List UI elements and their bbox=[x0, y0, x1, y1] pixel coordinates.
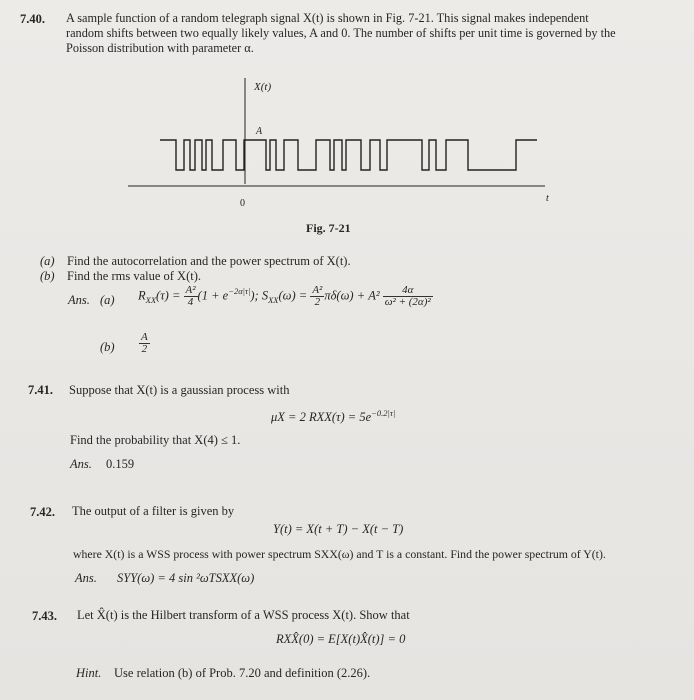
problem-7-41-text: Suppose that X(t) is a gaussian process with bbox=[69, 383, 290, 397]
part-a-label: (a) bbox=[40, 254, 55, 268]
ans-b-formula: $\frac{A}{2}$ bbox=[141, 331, 148, 355]
problem-number-7-43: 7.43. bbox=[32, 609, 57, 623]
problem-7-40-line2: random shifts between two equally likely values, A and 0. The number of shifts per unit time is governed by the bbox=[66, 26, 616, 40]
problem-7-43-text: Let X̂(t) is the Hilbert transform of a WSS process X(t). Show that bbox=[77, 608, 410, 622]
ans-7-41: 0.159 bbox=[106, 457, 135, 471]
problem-number-7-41: 7.41. bbox=[28, 383, 53, 397]
problem-number-7-40: 7.40. bbox=[20, 12, 45, 26]
figure-y-label: X(t) bbox=[254, 81, 272, 93]
part-b-label: (b) bbox=[40, 269, 55, 283]
hint-label-7-43: Hint. bbox=[76, 666, 102, 680]
ans-a-label: (a) bbox=[100, 293, 115, 307]
part-a-text: Find the autocorrelation and the power spectrum of X(t). bbox=[67, 254, 351, 268]
problem-7-43-formula: RXX̂(0) = E[X(t)X̂(t)] = 0 bbox=[276, 632, 406, 646]
ans-b-label: (b) bbox=[100, 340, 115, 354]
ans-label-7-42: Ans. bbox=[75, 571, 97, 585]
problem-7-40-line3: Poisson distribution with parameter α. bbox=[66, 41, 254, 55]
ans-label-7-40: Ans. bbox=[68, 293, 90, 307]
figure-origin-label: 0 bbox=[240, 198, 245, 209]
problem-7-42-text: The output of a filter is given by bbox=[72, 504, 235, 518]
problem-7-42-desc: where X(t) is a WSS process with power spectrum SXX(ω) and T is a constant. Find the power spectrum of Y(t). bbox=[73, 547, 606, 561]
ans-7-42: SYY(ω) = 4 sin ²ωTSXX(ω) bbox=[117, 571, 255, 585]
figure-level-label: A bbox=[256, 126, 263, 137]
problem-7-40-line1: A sample function of a random telegraph signal X(t) is shown in Fig. 7-21. This signal makes independent bbox=[66, 11, 589, 25]
ans-label-7-41: Ans. bbox=[70, 457, 92, 471]
problem-7-41-formula: μX = 2 $RXX(\tau) = 5e^{-0.2|\tau|}$ bbox=[271, 408, 396, 425]
problem-number-7-42: 7.42. bbox=[30, 505, 55, 519]
figure-7-21 bbox=[120, 70, 560, 220]
ans-a-formula: $R_{XX}(\tau)$ = $\frac{\text{A²}}{4}$ $(1 + e^{-2\alpha|\tau|})$; $S_{XX}(\omega)$ = $\frac{\text{A²}}{2}$ πδ(ω) + A² $\frac{4\alpha}{\text{ω² + (2α)²}}$ bbox=[138, 284, 431, 308]
hint-7-43: Use relation (b) of Prob. 7.20 and definition (2.26). bbox=[114, 666, 371, 680]
problem-7-42-formula: Y(t) = X(t + T) − X(t − T) bbox=[273, 522, 404, 536]
problem-7-41-question: Find the probability that X(4) ≤ 1. bbox=[70, 433, 241, 447]
figure-caption: Fig. 7-21 bbox=[306, 221, 351, 235]
figure-x-label: t bbox=[546, 193, 549, 204]
part-b-text: Find the rms value of X(t). bbox=[67, 269, 202, 283]
